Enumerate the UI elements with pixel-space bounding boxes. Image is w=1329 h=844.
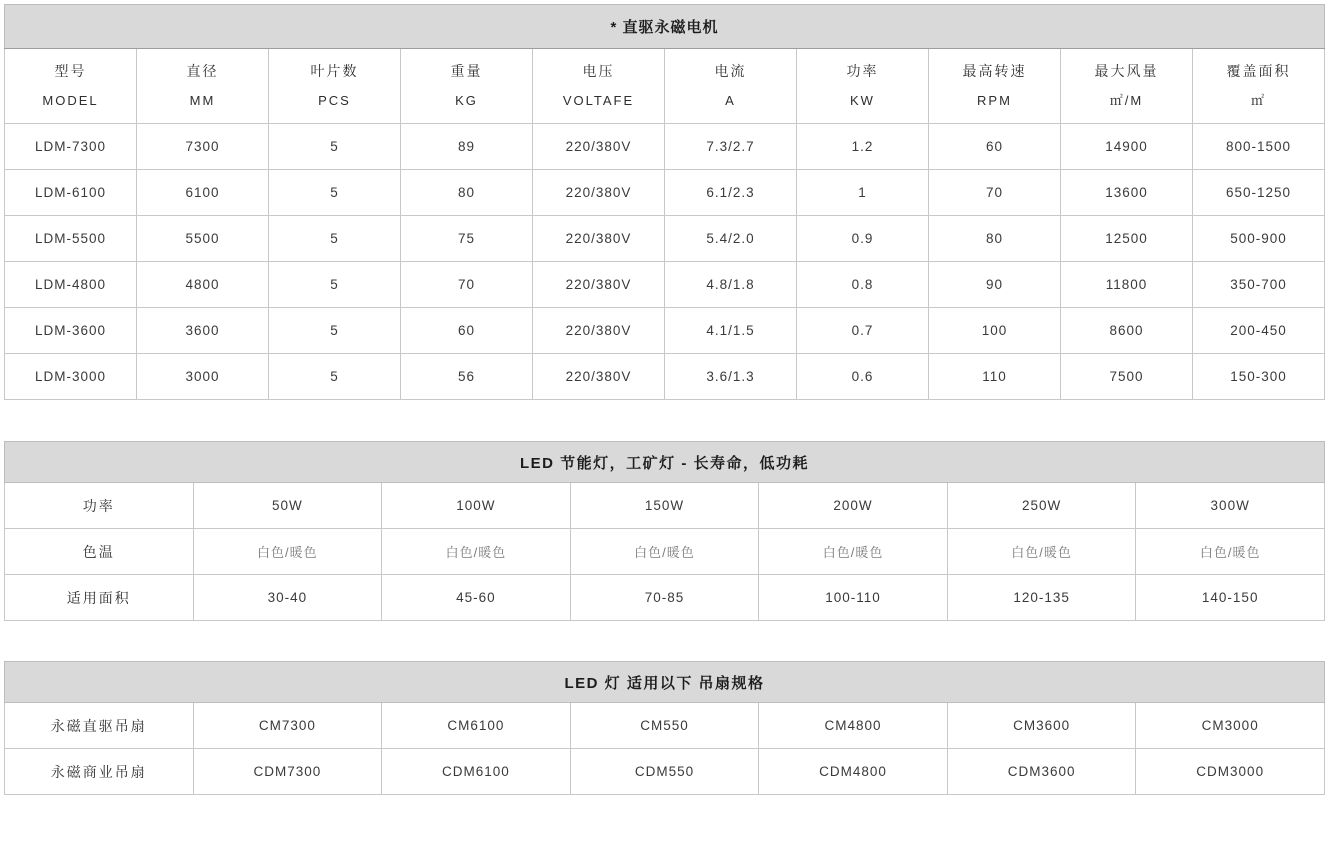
cell-power: 0.6 <box>797 354 929 400</box>
cell-model: LDM-3600 <box>5 308 137 354</box>
cell-model: LDM-3000 <box>5 354 137 400</box>
table-row <box>5 354 1325 400</box>
cell-voltage: 220/380V <box>533 262 665 308</box>
cell-current: 3.6/1.3 <box>665 354 797 400</box>
row-header-commercial-fan: 永磁商业吊扇 <box>5 749 194 795</box>
cell-fan-model: CM4800 <box>759 703 948 749</box>
cell-color-temp: 白色/暖色 <box>759 529 948 575</box>
cell-color-temp: 白色/暖色 <box>570 529 759 575</box>
cell-fan-model: CM3600 <box>947 703 1136 749</box>
cell-weight: 80 <box>401 170 533 216</box>
cell-diameter: 7300 <box>137 124 269 170</box>
table-row <box>5 703 1325 749</box>
cell-voltage: 220/380V <box>533 124 665 170</box>
cell-model: LDM-6100 <box>5 170 137 216</box>
cell-diameter: 3000 <box>137 354 269 400</box>
cell-color-temp: 白色/暖色 <box>947 529 1136 575</box>
cell-current: 4.8/1.8 <box>665 262 797 308</box>
cell-coverage: 350-700 <box>1193 262 1325 308</box>
fan-table-title: LED 灯 适用以下 吊扇规格 <box>5 662 1325 703</box>
cell-power-300w: 300W <box>1136 483 1325 529</box>
cell-rpm: 100 <box>929 308 1061 354</box>
table-row <box>5 170 1325 216</box>
cell-fan-model: CDM3600 <box>947 749 1136 795</box>
cell-fan-model: CDM4800 <box>759 749 948 795</box>
cell-voltage: 220/380V <box>533 170 665 216</box>
motor-spec-table <box>4 4 1325 400</box>
cell-blades: 5 <box>269 308 401 354</box>
cell-diameter: 3600 <box>137 308 269 354</box>
cell-airflow: 12500 <box>1061 216 1193 262</box>
cell-fan-model: CDM7300 <box>193 749 382 795</box>
cell-model: LDM-4800 <box>5 262 137 308</box>
cell-airflow: 13600 <box>1061 170 1193 216</box>
cell-fan-model: CM3000 <box>1136 703 1325 749</box>
column-header-power: 功率 KW <box>797 49 929 124</box>
cell-coverage: 800-1500 <box>1193 124 1325 170</box>
column-header-max-rpm: 最高转速 RPM <box>929 49 1061 124</box>
cell-rpm: 110 <box>929 354 1061 400</box>
cell-diameter: 6100 <box>137 170 269 216</box>
cell-fan-model: CDM3000 <box>1136 749 1325 795</box>
cell-current: 5.4/2.0 <box>665 216 797 262</box>
row-header-color-temp: 色温 <box>5 529 194 575</box>
cell-rpm: 70 <box>929 170 1061 216</box>
cell-fan-model: CM550 <box>570 703 759 749</box>
cell-current: 6.1/2.3 <box>665 170 797 216</box>
cell-power: 0.8 <box>797 262 929 308</box>
cell-airflow: 14900 <box>1061 124 1193 170</box>
fan-table-title-row <box>5 662 1325 703</box>
motor-table-title: * 直驱永磁电机 <box>5 5 1325 49</box>
cell-rpm: 80 <box>929 216 1061 262</box>
cell-coverage: 140-150 <box>1136 575 1325 621</box>
cell-rpm: 90 <box>929 262 1061 308</box>
cell-airflow: 7500 <box>1061 354 1193 400</box>
led-table-title: LED 节能灯，工矿灯 - 长寿命，低功耗 <box>5 442 1325 483</box>
cell-color-temp: 白色/暖色 <box>193 529 382 575</box>
cell-coverage: 45-60 <box>382 575 571 621</box>
cell-model: LDM-5500 <box>5 216 137 262</box>
table-row <box>5 216 1325 262</box>
cell-weight: 75 <box>401 216 533 262</box>
table-row <box>5 308 1325 354</box>
cell-rpm: 60 <box>929 124 1061 170</box>
column-header-weight: 重量 KG <box>401 49 533 124</box>
cell-fan-model: CDM6100 <box>382 749 571 795</box>
cell-power-100w: 100W <box>382 483 571 529</box>
cell-coverage: 650-1250 <box>1193 170 1325 216</box>
row-header-coverage-area: 适用面积 <box>5 575 194 621</box>
cell-coverage: 500-900 <box>1193 216 1325 262</box>
cell-power: 1 <box>797 170 929 216</box>
cell-blades: 5 <box>269 124 401 170</box>
cell-coverage: 30-40 <box>193 575 382 621</box>
column-header-model: 型号 MODEL <box>5 49 137 124</box>
column-header-diameter: 直径 MM <box>137 49 269 124</box>
cell-voltage: 220/380V <box>533 308 665 354</box>
cell-airflow: 8600 <box>1061 308 1193 354</box>
cell-diameter: 4800 <box>137 262 269 308</box>
cell-power: 1.2 <box>797 124 929 170</box>
fan-model-table <box>4 661 1325 795</box>
led-spec-table <box>4 441 1325 621</box>
cell-coverage: 70-85 <box>570 575 759 621</box>
table-row <box>5 575 1325 621</box>
cell-power-50w: 50W <box>193 483 382 529</box>
column-header-max-airflow: 最大风量 ㎡/M <box>1061 49 1193 124</box>
cell-diameter: 5500 <box>137 216 269 262</box>
cell-power-150w: 150W <box>570 483 759 529</box>
cell-voltage: 220/380V <box>533 216 665 262</box>
cell-power-200w: 200W <box>759 483 948 529</box>
cell-blades: 5 <box>269 216 401 262</box>
cell-weight: 60 <box>401 308 533 354</box>
cell-weight: 89 <box>401 124 533 170</box>
cell-color-temp: 白色/暖色 <box>1136 529 1325 575</box>
motor-table-title-row <box>5 5 1325 49</box>
cell-current: 7.3/2.7 <box>665 124 797 170</box>
cell-weight: 70 <box>401 262 533 308</box>
cell-fan-model: CM7300 <box>193 703 382 749</box>
cell-coverage: 200-450 <box>1193 308 1325 354</box>
cell-coverage: 100-110 <box>759 575 948 621</box>
cell-blades: 5 <box>269 262 401 308</box>
cell-coverage: 150-300 <box>1193 354 1325 400</box>
cell-power: 0.9 <box>797 216 929 262</box>
cell-model: LDM-7300 <box>5 124 137 170</box>
column-header-blades: 叶片数 PCS <box>269 49 401 124</box>
cell-coverage: 120-135 <box>947 575 1136 621</box>
table-row <box>5 749 1325 795</box>
cell-power-250w: 250W <box>947 483 1136 529</box>
cell-voltage: 220/380V <box>533 354 665 400</box>
cell-blades: 5 <box>269 170 401 216</box>
cell-airflow: 11800 <box>1061 262 1193 308</box>
table-row <box>5 124 1325 170</box>
cell-power: 0.7 <box>797 308 929 354</box>
cell-current: 4.1/1.5 <box>665 308 797 354</box>
row-header-direct-drive-fan: 永磁直驱吊扇 <box>5 703 194 749</box>
column-header-voltage: 电压 VOLTAFE <box>533 49 665 124</box>
column-header-current: 电流 A <box>665 49 797 124</box>
led-table-title-row <box>5 442 1325 483</box>
cell-fan-model: CM6100 <box>382 703 571 749</box>
table-row <box>5 262 1325 308</box>
motor-table-header-row <box>5 49 1325 124</box>
column-header-coverage-area: 覆盖面积 ㎡ <box>1193 49 1325 124</box>
row-header-power: 功率 <box>5 483 194 529</box>
spec-sheet-page <box>0 4 1329 795</box>
cell-color-temp: 白色/暖色 <box>382 529 571 575</box>
table-row <box>5 483 1325 529</box>
cell-weight: 56 <box>401 354 533 400</box>
cell-blades: 5 <box>269 354 401 400</box>
cell-fan-model: CDM550 <box>570 749 759 795</box>
table-row <box>5 529 1325 575</box>
